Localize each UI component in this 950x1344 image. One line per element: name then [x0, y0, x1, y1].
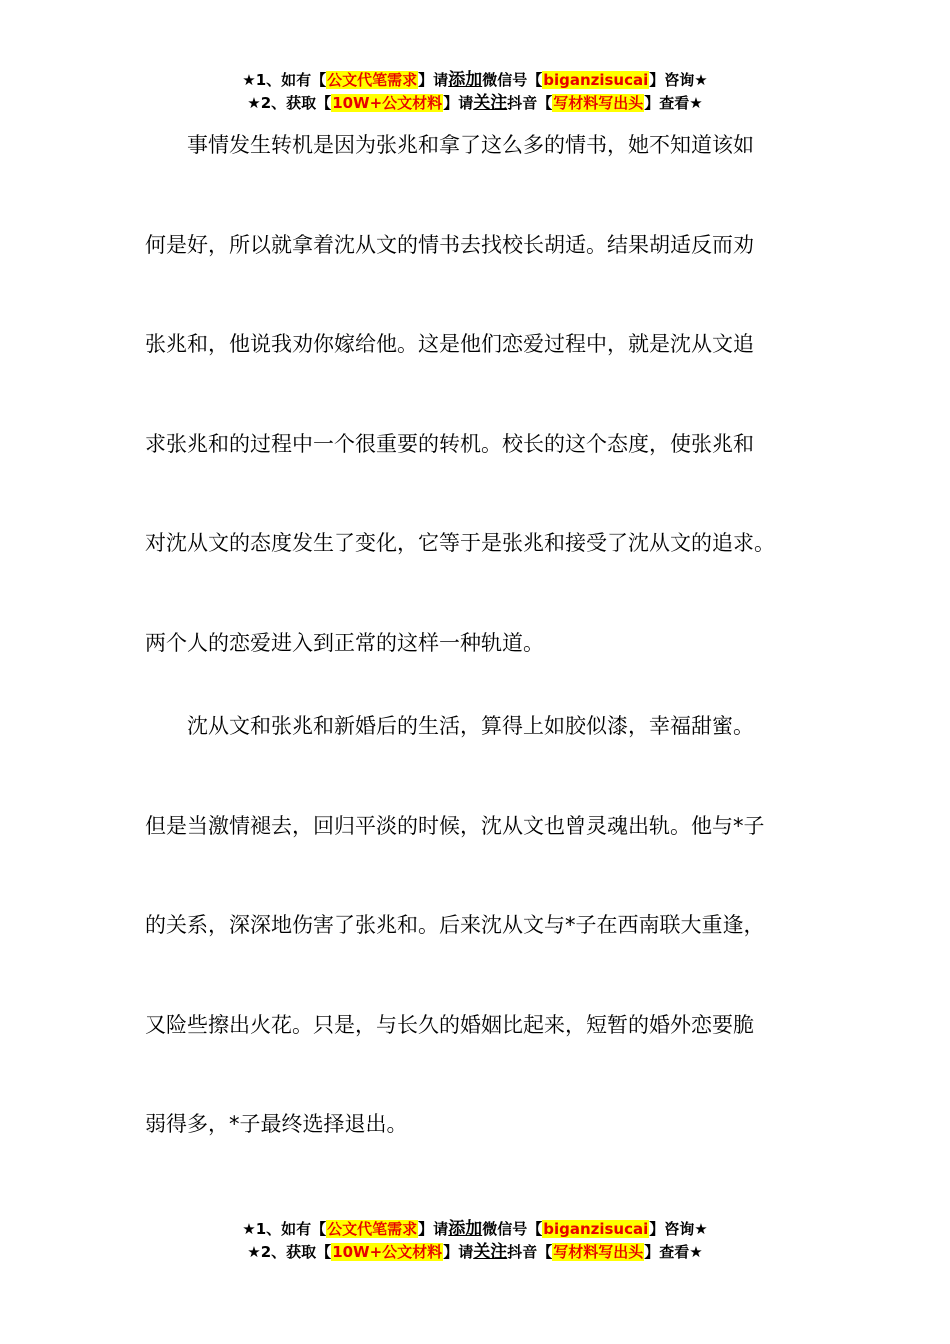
header-line-2-highlight-materials: 10W+公文材料 [332, 94, 443, 112]
header-line-1-prefix: ★1、如有【 [242, 71, 327, 89]
paragraph-2 [145, 711, 810, 1139]
paragraph-1-line: 张兆和，他说我劝你嫁给他。这是他们恋爱过程中，就是沈从文追 [145, 332, 754, 356]
paragraph-1-line: 何是好，所以就拿着沈从文的情书去找校长胡适。结果胡适反而劝 [145, 232, 754, 257]
footer-line-1-highlight-service: 公文代笔需求 [327, 1220, 418, 1238]
footer-line-2-highlight-douyin: 写材料写出头 [553, 1243, 644, 1261]
header-line-1-mid: 】请 [418, 71, 449, 89]
footer-line-2 [0, 1241, 950, 1264]
header-line-2-prefix: ★2、获取【 [247, 94, 332, 112]
footer-line-2-highlight-materials: 10W+公文材料 [332, 1243, 443, 1261]
footer-line-1 [0, 1218, 950, 1241]
header-line-1-highlight-wechat: biganzisucai [543, 71, 649, 89]
header-line-2 [0, 92, 950, 115]
header-line-2-suffix: 】查看★ [644, 94, 703, 112]
paragraph-2-line: 的关系，深深地伤害了张兆和。后来沈从文与*子在西南联大重逢， [145, 913, 765, 937]
header-line-1-emphasis: 添加 [448, 70, 483, 90]
paragraph-2-line: 又险些擦出火花。只是，与长久的婚姻比起来，短暂的婚外恋要脆 [145, 1012, 754, 1037]
footer-line-1-suffix: 】咨询★ [649, 1220, 708, 1238]
footer-line-2-emphasis: 关注 [473, 1242, 508, 1262]
paragraph-1 [145, 130, 810, 658]
header-line-1-suffix: 】咨询★ [649, 71, 708, 89]
paragraph-2-line: 弱得多，*子最终选择退出。 [145, 1112, 408, 1136]
paragraph-1-line: 对沈从文的态度发生了变化，它等于是张兆和接受了沈从文的追求。 [145, 531, 775, 555]
footer-line-2-mid: 】请 [443, 1243, 474, 1261]
footer-line-1-mid2: 微信号【 [482, 1220, 543, 1238]
header-line-1 [0, 69, 950, 92]
paragraph-2-line: 但是当激情褪去，回归平淡的时候，沈从文也曾灵魂出轨。他与*子 [145, 813, 765, 838]
footer-line-1-mid: 】请 [418, 1220, 449, 1238]
header-line-1-highlight-service: 公文代笔需求 [327, 71, 418, 89]
footer-line-1-emphasis: 添加 [448, 1219, 483, 1239]
header-line-2-mid2: 抖音【 [507, 94, 553, 112]
header-line-1-mid2: 微信号【 [482, 71, 543, 89]
paragraph-2-line: 沈从文和张兆和新婚后的生活，算得上如胶似漆，幸福甜蜜。 [145, 714, 754, 738]
paragraph-1-line: 求张兆和的过程中一个很重要的转机。校长的这个态度，使张兆和 [145, 431, 754, 456]
footer-line-2-mid2: 抖音【 [507, 1243, 553, 1261]
paragraph-1-line: 两个人的恋爱进入到正常的这样一种轨道。 [145, 630, 544, 655]
header-line-2-emphasis: 关注 [473, 93, 508, 113]
footer-line-2-prefix: ★2、获取【 [247, 1243, 332, 1261]
paragraph-1-line: 事情发生转机是因为张兆和拿了这么多的情书，她不知道该如 [145, 133, 754, 157]
header-banner [0, 69, 950, 115]
footer-line-1-prefix: ★1、如有【 [242, 1220, 327, 1238]
footer-banner [0, 1218, 950, 1264]
header-line-2-highlight-douyin: 写材料写出头 [553, 94, 644, 112]
footer-line-1-highlight-wechat: biganzisucai [543, 1220, 649, 1238]
footer-line-2-suffix: 】查看★ [644, 1243, 703, 1261]
header-line-2-mid: 】请 [443, 94, 474, 112]
